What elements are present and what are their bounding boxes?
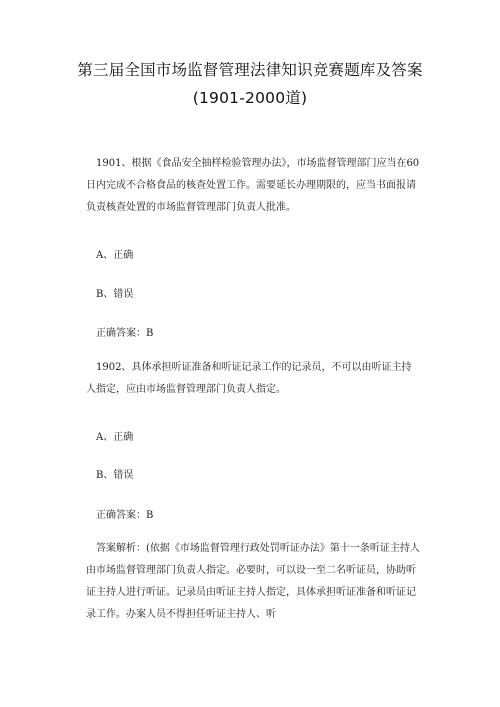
question-text: 1901、根据《食品安全抽样检验管理办法》，市场监督管理部门应当在60日内完成不合格食品的核查处置工作。需要延长办理期限的，应当书面报请负责核查处置的市场监督管理部门负责人批准。 [86, 158, 420, 213]
analysis-text: 答案解析：(依据《市场监督管理行政处罚听证办法》第十一条听证主持人由市场监督管理部门负责人指定。必要时，可以设一至二名听证员，协助听证主持人进行听证。记录员由听证主持人指定，具体承担听证准备和听证记录工作。办案人员不得担任听证主持人、听 [86, 543, 420, 620]
question-1901-option-b: B、错误 [96, 289, 134, 300]
document-title: 第三届全国市场监督管理法律知识竞赛题库及答案 [77, 61, 423, 79]
question-1902-option-b: B、错误 [96, 470, 134, 481]
question-text: 1902、具体承担听证准备和听证记录工作的记录员，不可以由听证主持人指定，应由市场监督管理部门负责人指定。 [86, 362, 412, 395]
document-subtitle: (1901-2000道) [192, 89, 308, 107]
question-1902-text [86, 357, 420, 401]
question-1901-answer: 正确答案：B [96, 328, 154, 339]
question-1901-option-a: A、正确 [96, 250, 134, 261]
question-1902-option-a: A、正确 [96, 432, 134, 443]
question-1902-answer: 正确答案：B [96, 510, 154, 521]
question-1901-text [86, 153, 420, 219]
question-1902-analysis [86, 538, 420, 626]
